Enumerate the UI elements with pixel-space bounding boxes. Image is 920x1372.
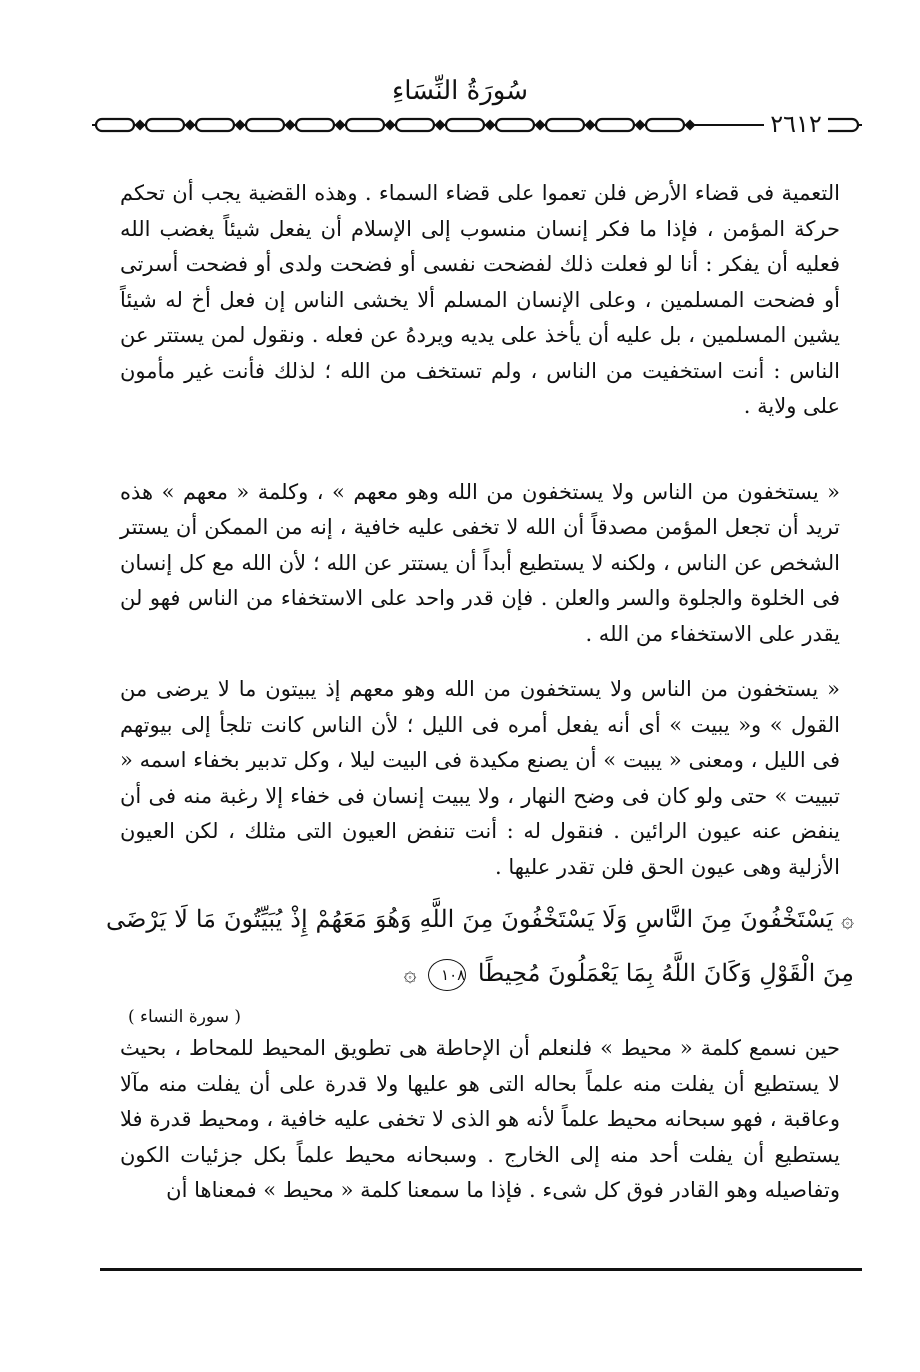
page-body bbox=[106, 176, 854, 1209]
ornamental-header-border bbox=[92, 112, 862, 138]
chain-diamond bbox=[436, 121, 444, 129]
chain-diamond bbox=[186, 121, 194, 129]
chain-diamond bbox=[386, 121, 394, 129]
chain-link bbox=[546, 119, 584, 131]
chain-link bbox=[446, 119, 484, 131]
chain-link bbox=[596, 119, 634, 131]
paragraph-3: « يستخفون من الناس ولا يستخفون من الله وهو معهم إذ يبيتون ما لا يرضى من القول » و« يبيت » أى أنه يفعل أمره فى الليل ؛ لأن الناس كانت تلجأ إلى بيوتهم فى الليل ، ومعنى « يبيت » أن يصنع مكيدة فى البيت ليلا ، وكل تدبير بخفاء اسمه « تبييت » حتى ولو كان فى وضح النهار ، ولا يبيت إنسان فى خفاء إلا رغبة منه فى أن ينفض عنه عيون الرائين . فنقول له : أنت تنفض العيون التى مثلك ، لكن العيون الأزلية وهى عيون الحق فلن تقدر عليها . bbox=[120, 677, 840, 879]
paragraph-2: « يستخفون من الناس ولا يستخفون من الله وهو معهم » ، وكلمة « معهم » هذه تريد أن تجعل المؤمن مصدقاً أن الله لا تخفى عليه خافية ، إنه من الممكن أن يستتر الشخص عن الناس ، ولكنه لا يستطيع أبداً أن يستتر عن الله ؛ لأن الله مع كل إنسان فى الخلوة والجلوة والسر والعلن . فإن قدر واحد على الاستخفاء من الناس فهو لن يقدر على الاستخفاء من الله . bbox=[120, 479, 840, 646]
chain-diamond bbox=[486, 121, 494, 129]
quran-verse bbox=[106, 893, 854, 1001]
chain-diamond bbox=[336, 121, 344, 129]
chain-diamond bbox=[686, 121, 694, 129]
verse-text: يَسْتَخْفُونَ مِنَ النَّاسِ وَلَا يَسْتَخْفُونَ مِنَ اللَّهِ وَهُوَ مَعَهُمْ إِذْ يُبَيِّتُونَ مَا لَا يَرْضَى مِنَ الْقَوْلِ وَكَانَ اللَّهُ بِمَا يَعْمَلُونَ مُحِيطًا bbox=[106, 905, 854, 987]
footer-rule bbox=[100, 1268, 862, 1271]
verse-close-ornament: ۞ bbox=[403, 962, 417, 987]
chain-link bbox=[246, 119, 284, 131]
chain-link bbox=[196, 119, 234, 131]
chain-diamond bbox=[136, 121, 144, 129]
paragraph-4: حين نسمع كلمة « محيط » فلنعلم أن الإحاطة هى تطويق المحيط للمحاط ، بحيث لا يستطيع أن يفلت منه علماً بحاله التى هو عليها ولا قدرة على أن يفلت منه مآلا وعاقبة ، فهو سبحانه محيط علماً لأنه هو الذى لا تخفى عليه خافية ، ومحيط قدرة فلا يستطيع أن يفلت أحد منه إلى الخارج . وسبحانه محيط علماً بكل جزئيات الكون وتفاصيله وهو القادر فوق كل شىء . فإذا ما سمعنا كلمة « محيط » فمعناها أن bbox=[120, 1036, 840, 1202]
surah-reference: ( سورة النساء ) bbox=[128, 1007, 241, 1027]
chain-link bbox=[296, 119, 334, 131]
chain-diamond bbox=[286, 121, 294, 129]
surah-title: سُورَةُ النِّسَاءِ bbox=[392, 76, 528, 106]
chain-link bbox=[396, 119, 434, 131]
chain-link bbox=[496, 119, 534, 131]
verse-number-badge: ١٠٨ bbox=[428, 959, 466, 991]
chain-link bbox=[96, 119, 134, 131]
chain-diamond bbox=[536, 121, 544, 129]
chain-link bbox=[146, 119, 184, 131]
verse-open-ornament: ۞ bbox=[841, 908, 854, 933]
page-number: ٢٦١٢ bbox=[764, 108, 828, 140]
paragraph-1: التعمية فى قضاء الأرض فلن تعموا على قضاء السماء . وهذه القضية يجب أن تحكم حركة المؤمن ، فإذا ما فكر إنسان منسوب إلى الإسلام أن يفعل شيئاً يغضب الله فعليه أن يفكر : أنا لو فعلت ذلك لفضحت نفسى أو فضحت ولدى أو فضحت أسرتى أو فضحت المسلمين ، وعلى الإنسان المسلم ألا يخشى الناس إن فعل أخ له شيئاً يشين المسلمين ، بل عليه أن يأخذ على يديه ويردهُ عن فعله . ونقول لمن يستتر عن الناس : أنت استخفيت من الناس ، ولم تستخف من الله ؛ لذلك فأنت غير مأمون على ولاية . bbox=[120, 181, 840, 418]
chain-diamond bbox=[586, 121, 594, 129]
chain-diamond bbox=[236, 121, 244, 129]
chain-link bbox=[346, 119, 384, 131]
chain-diamond bbox=[636, 121, 644, 129]
chain-link bbox=[646, 119, 684, 131]
